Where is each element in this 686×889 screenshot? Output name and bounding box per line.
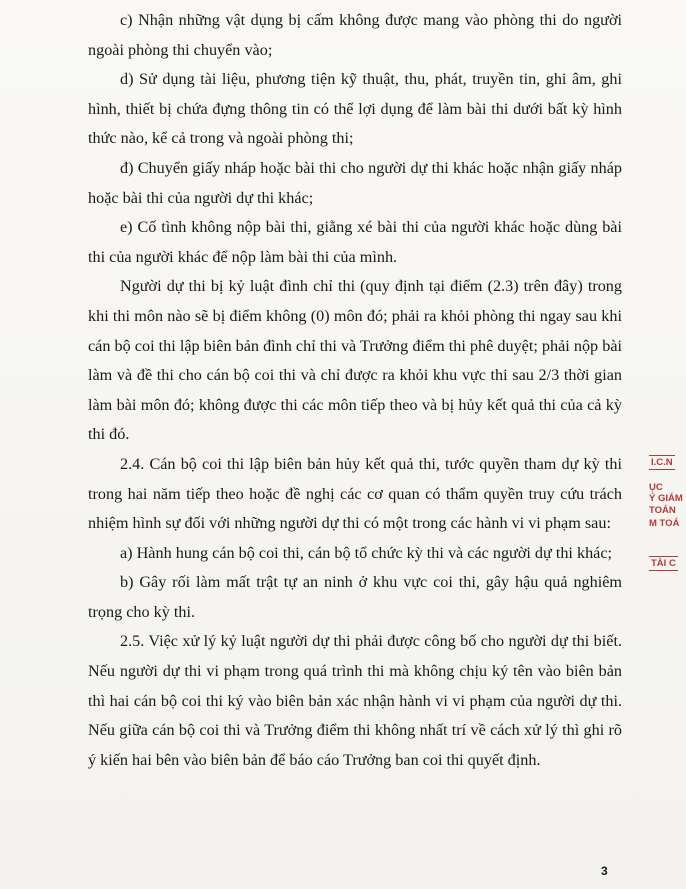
paragraph-suspension-consequences: Người dự thi bị kỷ luật đình chỉ thi (quy định tại điểm (2.3) trên đây) trong khi thi môn nào sẽ bị điểm không (0) môn đó; phải ra khỏi phòng thi ngay sau khi cán bộ coi thi lập biên bản đình chỉ thi và Trưởng điểm thi phê duyệt; phải nộp bài làm và đề thi cho cán bộ coi thi và chỉ được ra khỏi khu vực thi sau 2/3 thời gian làm bài môn đó; không được thi các môn tiếp theo và bị hủy kết quả thi của cả kỳ thi đó. (88, 277, 622, 444)
document-body (88, 6, 622, 775)
stamp-line: I.C.N (651, 457, 673, 468)
paragraph-2-4-a: a) Hành hung cán bộ coi thi, cán bộ tổ chức kỳ thi và các người dự thi khác; (120, 543, 613, 562)
paragraph-d: d) Sử dụng tài liệu, phương tiện kỹ thuật, thu, phát, truyền tin, ghi âm, ghi hình, thiết bị chứa đựng thông tin có thể lợi dụng để làm bài thi dưới bất kỳ hình thức nào, kể cả trong và ngoài phòng thi; (88, 70, 622, 148)
stamp-line: TOÁN (649, 505, 676, 516)
stamp-line: Ý GIÁM (649, 493, 683, 504)
paragraph-e: e) Cố tình không nộp bài thi, giằng xé bài thi của người khác hoặc dùng bài thi của người khác để nộp làm bài thi của mình. (88, 218, 622, 266)
paragraph-2-4: 2.4. Cán bộ coi thi lập biên bản hủy kết quả thi, tước quyền tham dự kỳ thi trong hai năm tiếp theo hoặc đề nghị các cơ quan có thẩm quyền truy cứu trách nhiệm hình sự đối với những người dự thi có một trong các hành vi vi phạm sau: (88, 454, 622, 533)
page-number: 3 (601, 864, 608, 878)
paragraph-c: c) Nhận những vật dụng bị cấm không được mang vào phòng thi do người ngoài phòng thi chuyển vào; (88, 11, 622, 59)
paragraph-dd: đ) Chuyển giấy nháp hoặc bài thi cho người dự thi khác hoặc nhận giấy nháp hoặc bài thi của người dự thi khác; (88, 158, 622, 207)
stamp-line: M TOÁ (649, 518, 680, 529)
stamp-line: TÀI C (651, 558, 676, 569)
stamp-line: ỤC (649, 482, 663, 493)
paragraph-2-4-b: b) Gây rối làm mất trật tự an ninh ở khu vực coi thi, gây hậu quả nghiêm trọng cho kỳ thi. (88, 573, 622, 621)
paragraph-2-5: 2.5. Việc xử lý kỷ luật người dự thi phải được công bố cho người dự thi biết. Nếu người dự thi vi phạm trong quá trình thi mà không chịu ký tên vào biên bản thì hai cán bộ coi thi ký vào biên bản xác nhận hành vi vi phạm của người dự thi. Nếu giữa cán bộ coi thi và Trưởng điểm thi không nhất trí về cách xử lý thì ghi rõ ý kiến hai bên vào biên bản để báo cáo Trưởng ban coi thi quyết định. (88, 632, 622, 769)
red-stamp (645, 455, 686, 585)
